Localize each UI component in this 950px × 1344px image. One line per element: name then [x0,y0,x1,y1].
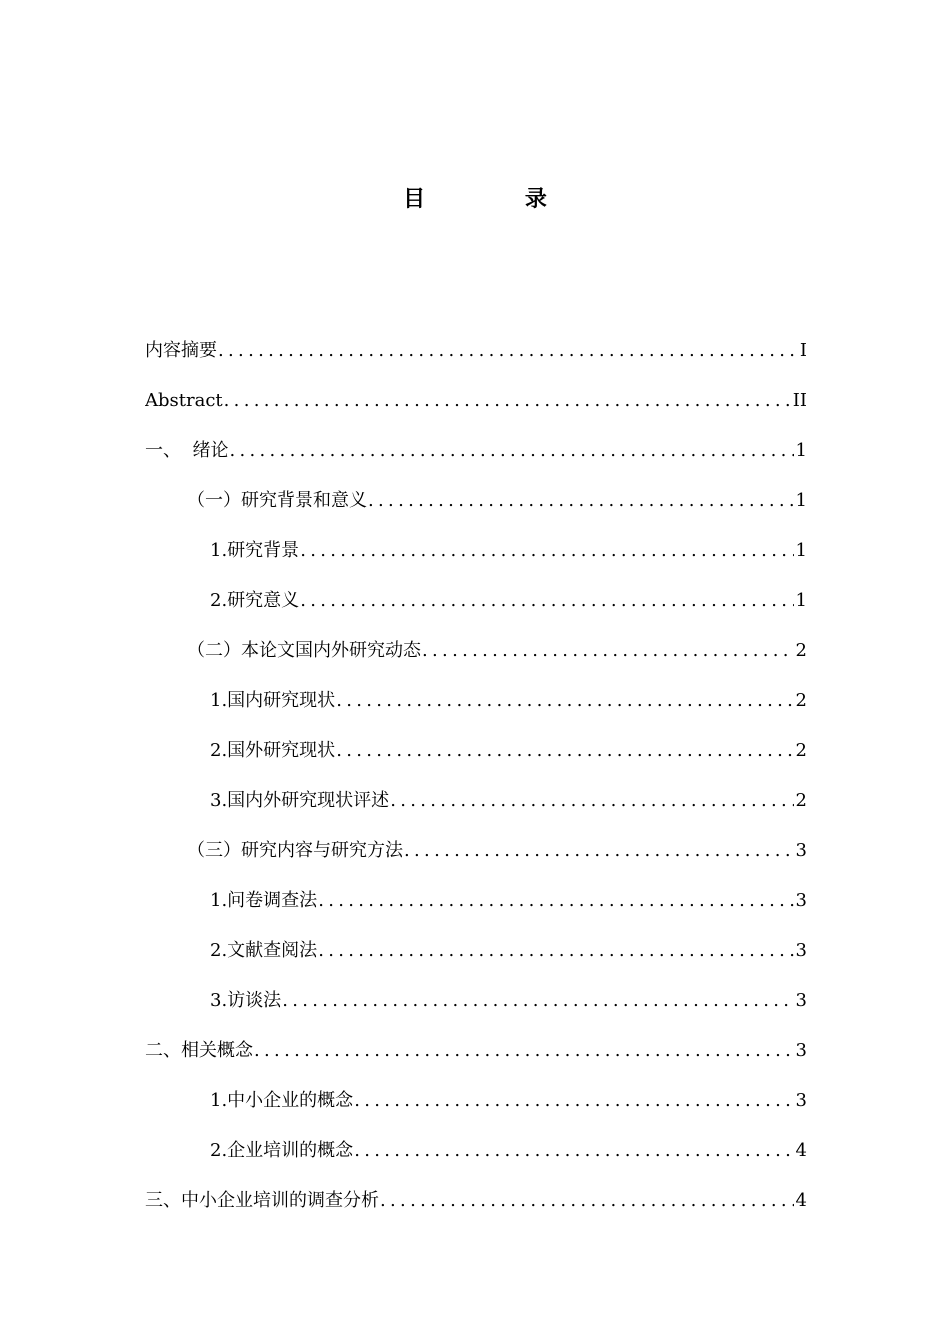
toc-entry-page: 3 [795,940,807,961]
toc-entry[interactable] [145,534,807,584]
toc-leader-dots [380,1184,794,1218]
page-title: 目 录 [403,187,593,212]
toc-leader-dots [336,684,793,718]
toc-entry-label: 三、中小企业培训的调查分析 [145,1190,379,1211]
toc-entry[interactable] [145,634,807,684]
toc-entry[interactable] [145,434,807,484]
toc-entry-label: （一）研究背景和意义 [187,490,367,511]
toc-entry-page: 1 [795,490,807,511]
toc-entry[interactable] [145,334,807,384]
toc-leader-dots [218,334,798,368]
toc-entry-label: （二）本论文国内外研究动态 [187,640,421,661]
toc-leader-dots [254,1034,794,1068]
toc-entry-page: 2 [795,640,807,661]
toc-entry[interactable] [145,934,807,984]
toc-entry[interactable] [145,884,807,934]
toc-entry[interactable] [145,834,807,884]
toc-entry-page: 3 [795,990,807,1011]
toc-entry[interactable] [145,484,807,534]
toc-entry-label: 2.企业培训的概念 [210,1140,354,1161]
toc-entry-label: 1.问卷调查法 [210,890,318,911]
toc-leader-dots [300,534,793,568]
table-of-contents [145,334,807,1234]
toc-leader-dots [368,484,794,518]
toc-entry-page: 4 [795,1190,807,1211]
toc-entry[interactable] [145,1084,807,1134]
toc-leader-dots [422,634,794,668]
toc-entry-label: 内容摘要 [145,340,217,361]
toc-entry-label: （三）研究内容与研究方法 [187,840,403,861]
toc-entry-page: 3 [795,1090,807,1111]
toc-entry-label: 2.国外研究现状 [210,740,336,761]
toc-entry[interactable] [145,1034,807,1084]
toc-entry-page: 3 [795,840,807,861]
toc-entry-page: 2 [795,790,807,811]
toc-leader-dots [318,934,793,968]
toc-entry[interactable] [145,1184,807,1234]
toc-leader-dots [229,434,793,468]
toc-entry-label: 1.中小企业的概念 [210,1090,354,1111]
toc-entry-label: 3.访谈法 [210,990,282,1011]
toc-leader-dots [318,884,793,918]
toc-entry-page: I [799,340,807,361]
toc-leader-dots [404,834,794,868]
toc-leader-dots [282,984,793,1018]
toc-entry-label: 一、 绪论 [145,440,229,461]
toc-leader-dots [354,1134,793,1168]
toc-entry-page: II [792,390,807,411]
toc-entry-label: 2.研究意义 [210,590,300,611]
toc-leader-dots [336,734,793,768]
toc-entry-label: 二、相关概念 [145,1040,253,1061]
toc-entry-page: 4 [795,1140,807,1161]
toc-entry-page: 3 [795,890,807,911]
toc-entry[interactable] [145,384,807,434]
toc-entry-page: 3 [795,1040,807,1061]
toc-entry-label: 3.国内外研究现状评述 [210,790,390,811]
toc-entry[interactable] [145,684,807,734]
toc-leader-dots [390,784,793,818]
toc-entry[interactable] [145,784,807,834]
toc-entry-page: 1 [795,590,807,611]
toc-leader-dots [224,384,791,418]
toc-entry-page: 1 [795,440,807,461]
toc-entry-label: Abstract [145,390,223,411]
toc-entry-label: 1.国内研究现状 [210,690,336,711]
toc-entry[interactable] [145,584,807,634]
toc-entry[interactable] [145,984,807,1034]
toc-entry-label: 1.研究背景 [210,540,300,561]
toc-entry-label: 2.文献查阅法 [210,940,318,961]
toc-entry-page: 2 [795,690,807,711]
toc-entry[interactable] [145,734,807,784]
toc-leader-dots [300,584,793,618]
toc-entry-page: 2 [795,740,807,761]
toc-entry[interactable] [145,1134,807,1184]
toc-leader-dots [354,1084,793,1118]
toc-entry-page: 1 [795,540,807,561]
